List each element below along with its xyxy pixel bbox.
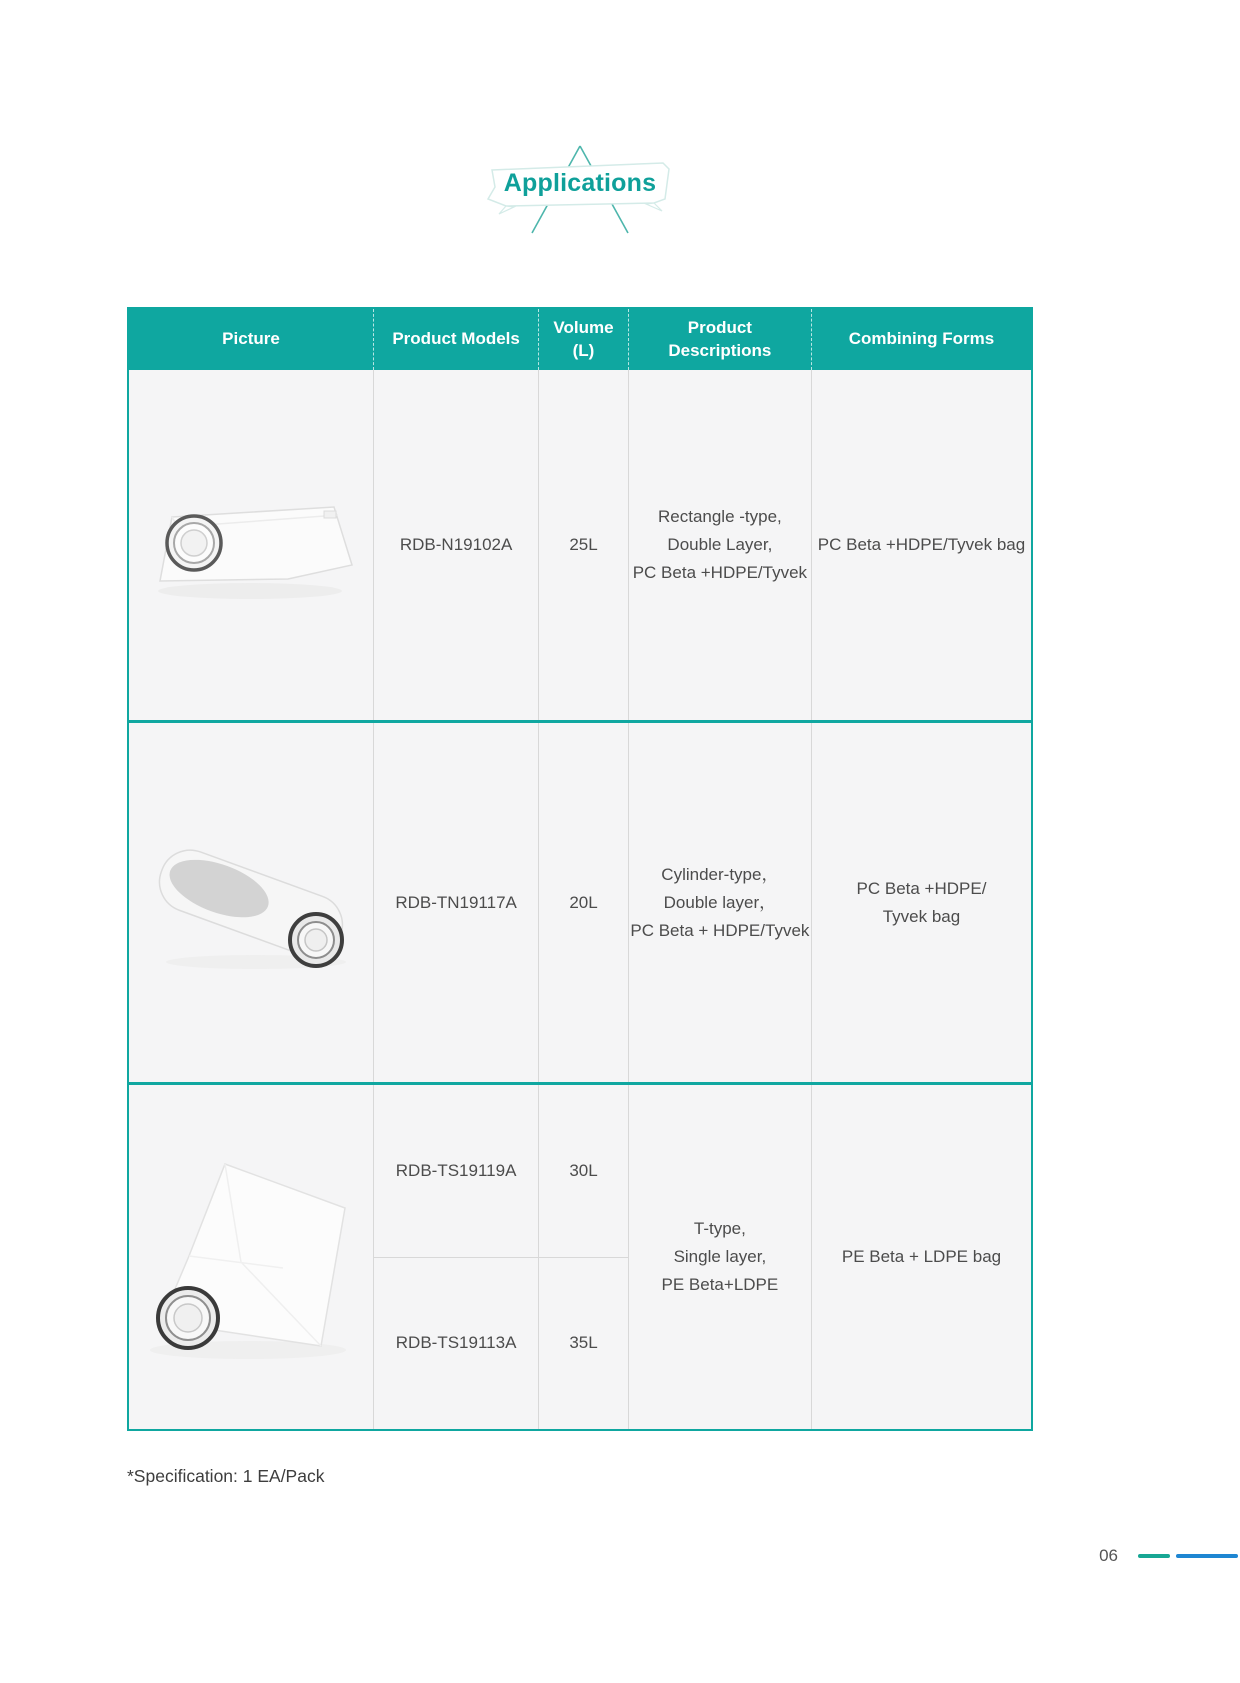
- product-model: RDB-TS19119A: [374, 1085, 538, 1258]
- combining-form: [857, 875, 987, 931]
- product-model-cell: RDB-TN19117A: [373, 723, 538, 1082]
- specification-note: *Specification: 1 EA/Pack: [127, 1466, 325, 1486]
- table-header-row: [129, 309, 1031, 370]
- combining-form-cell: [811, 723, 1031, 1082]
- product-description-cell: [628, 370, 811, 720]
- volume-cell: 20L: [538, 723, 628, 1082]
- combining-line: PC Beta +HDPE/: [856, 878, 987, 898]
- volume-cell: [538, 1085, 628, 1429]
- description-line: T-type,: [693, 1219, 746, 1238]
- product-description: [662, 1215, 779, 1299]
- header-picture: Picture: [222, 329, 280, 349]
- description-line: Single layer,: [673, 1247, 767, 1266]
- product-model-cell: [373, 1085, 538, 1429]
- page-footer: [1099, 1546, 1238, 1566]
- combining-line: PE Beta + LDPE bag: [841, 1247, 1002, 1266]
- rectangle-bag-photo-icon: [138, 483, 363, 608]
- table-row: [129, 370, 1031, 720]
- combining-form: [842, 1243, 1001, 1271]
- combining-form-cell: [811, 370, 1031, 720]
- footer-blue-line: [1176, 1554, 1238, 1558]
- product-description: [630, 861, 809, 945]
- product-description: [633, 503, 807, 587]
- product-description-cell: [628, 723, 811, 1082]
- combining-line: Tyvek bag: [882, 906, 961, 926]
- footer-teal-line: [1138, 1554, 1170, 1558]
- table-row: [129, 720, 1031, 1082]
- volume-value: 30L: [539, 1085, 628, 1258]
- combining-form-cell: [811, 1085, 1031, 1429]
- description-line: Double Layer,: [667, 535, 773, 554]
- page-title: Applications: [503, 169, 657, 197]
- product-model-cell: RDB-N19102A: [373, 370, 538, 720]
- header-combining-forms: Combining Forms: [811, 309, 1031, 370]
- picture-cell: [129, 723, 373, 1082]
- page-number: 06: [1099, 1546, 1118, 1565]
- picture-cell: [129, 370, 373, 720]
- header-product-descriptions: Product Descriptions: [628, 309, 811, 370]
- combining-line: PC Beta +HDPE/Tyvek bag: [817, 535, 1026, 554]
- product-model: RDB-TS19113A: [395, 1333, 517, 1353]
- applications-badge: [480, 142, 680, 237]
- description-line: Double layer，: [663, 892, 777, 912]
- picture-cell: [129, 1085, 373, 1429]
- product-description-cell: [628, 1085, 811, 1429]
- description-line: PC Beta +HDPE/Tyvek: [632, 563, 808, 582]
- description-line: PC Beta + HDPE/Tyvek: [630, 920, 810, 940]
- header-product-models: Product Models: [373, 309, 538, 370]
- products-table: [127, 307, 1033, 1431]
- combining-form: [818, 531, 1025, 559]
- table-row: [129, 1082, 1031, 1429]
- description-line: Rectangle -type,: [657, 507, 782, 526]
- volume-cell: 25L: [538, 370, 628, 720]
- description-line: Cylinder-type，: [661, 864, 779, 884]
- t-type-bag-photo-icon: [133, 1150, 368, 1365]
- header-volume: Volume (L): [538, 309, 628, 370]
- description-line: PE Beta+LDPE: [661, 1275, 779, 1294]
- table-body: [129, 370, 1031, 1429]
- cylinder-bag-photo-icon: [138, 828, 363, 978]
- volume-value: 35L: [569, 1333, 598, 1353]
